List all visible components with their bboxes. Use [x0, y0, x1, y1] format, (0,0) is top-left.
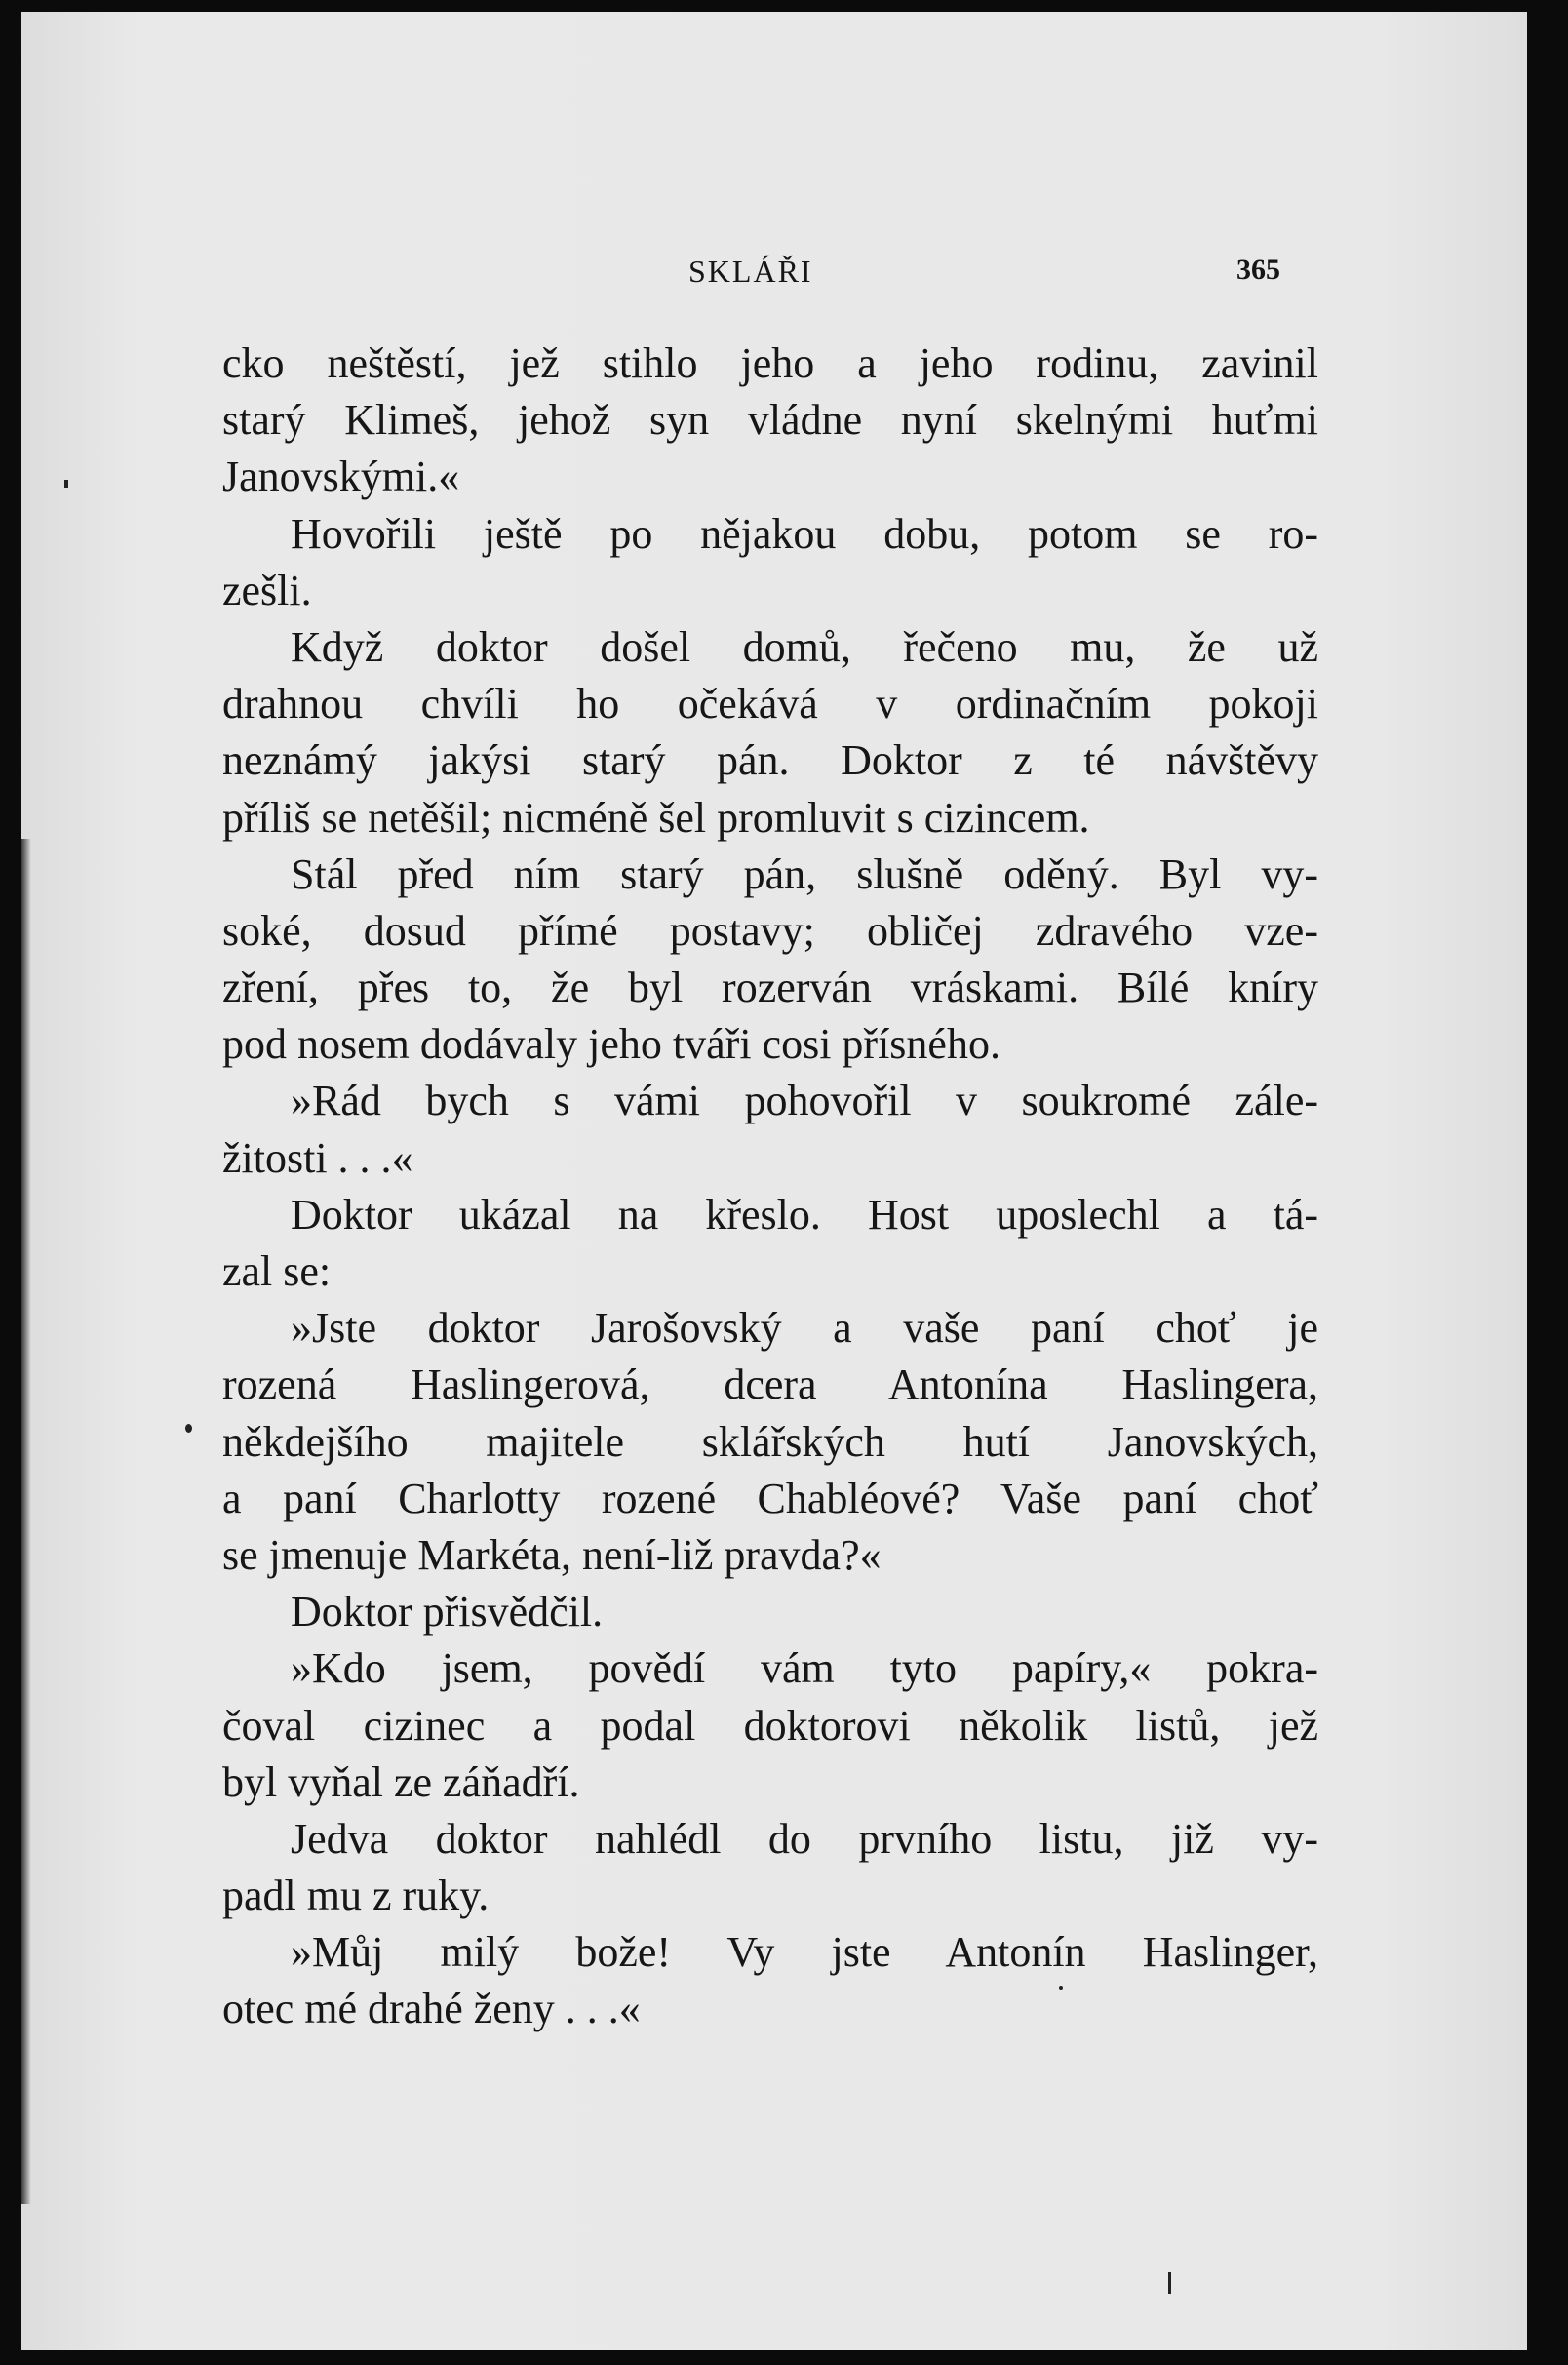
text-line: Doktor přisvědčil. [291, 1588, 604, 1636]
text-line: »Můj milý bože! Vy jste Antonín Haslinger, [291, 1928, 1318, 1977]
text-line: někdejšího majitele sklářských hutí Janovských, [222, 1417, 1318, 1466]
text-line: starý Klimeš, jehož syn vládne nyní skelnými huťmi [222, 396, 1318, 445]
scan-speck [1168, 2272, 1171, 2294]
text-line: se jmenuje Markéta, není-liž pravda?« [222, 1530, 882, 1579]
page-number: 365 [1236, 254, 1280, 286]
text-line: »Jste doktor Jarošovský a vaše paní choť je [291, 1304, 1318, 1353]
text-line: příliš se netěšil; nicméně šel promluvit s cizincem. [222, 793, 1090, 842]
text-line: žitosti . . .« [222, 1133, 413, 1182]
text-line: cko neštěstí, jež stihlo jeho a jeho rodinu, zavinil [222, 339, 1318, 387]
text-line: drahnou chvíli ho očekává v ordinačním pokoji [222, 680, 1318, 729]
text-line: padl mu z ruky. [222, 1872, 490, 1920]
text-line: rozená Haslingerová, dcera Antonína Haslingera, [222, 1360, 1318, 1409]
text-line: zal se: [222, 1247, 332, 1295]
text-line: Stál před ním starý pán, slušně oděný. Byl vy- [291, 849, 1318, 898]
text-line: a paní Charlotty rozené Chabléové? Vaše paní choť [222, 1474, 1318, 1522]
text-line: Hovořili ještě po nějakou dobu, potom se ro- [291, 509, 1318, 558]
scan-speck [64, 480, 68, 488]
text-line: zření, přes to, že byl rozerván vráskami. Bílé kníry [222, 964, 1318, 1012]
text-line: otec mé drahé ženy . . .« [222, 1985, 641, 2033]
text-line: pod nosem dodávaly jeho tváři cosi přísného. [222, 1020, 1000, 1069]
text-line: soké, dosud přímé postavy; obličej zdravého vze- [222, 906, 1318, 955]
text-line: Doktor ukázal na křeslo. Host uposlechl a tá- [291, 1190, 1318, 1239]
running-head-title: SKLÁŘI [688, 254, 813, 289]
text-line: čoval cizinec a podal doktorovi několik listů, jež [222, 1701, 1318, 1750]
body-text [222, 335, 1318, 2038]
text-line: »Rád bych s vámi pohovořil v soukromé zále- [291, 1077, 1318, 1125]
book-page [18, 12, 1527, 2350]
running-head [18, 254, 1527, 293]
scan-speck [1059, 1986, 1063, 1990]
binding-shadow [21, 839, 31, 2204]
text-line: Jedva doktor nahlédl do prvního listu, již vy- [291, 1814, 1318, 1863]
text-line: neznámý jakýsi starý pán. Doktor z té návštěvy [222, 736, 1318, 785]
text-line: »Kdo jsem, povědí vám tyto papíry,« pokra- [291, 1644, 1318, 1693]
scan-speck [185, 1424, 192, 1433]
text-line: zešli. [222, 566, 312, 614]
text-line: Když doktor došel domů, řečeno mu, že už [291, 622, 1318, 671]
text-line: Janovskými.« [222, 453, 460, 501]
text-line: byl vyňal ze záňadří. [222, 1757, 580, 1806]
binding-edge [0, 0, 21, 2365]
